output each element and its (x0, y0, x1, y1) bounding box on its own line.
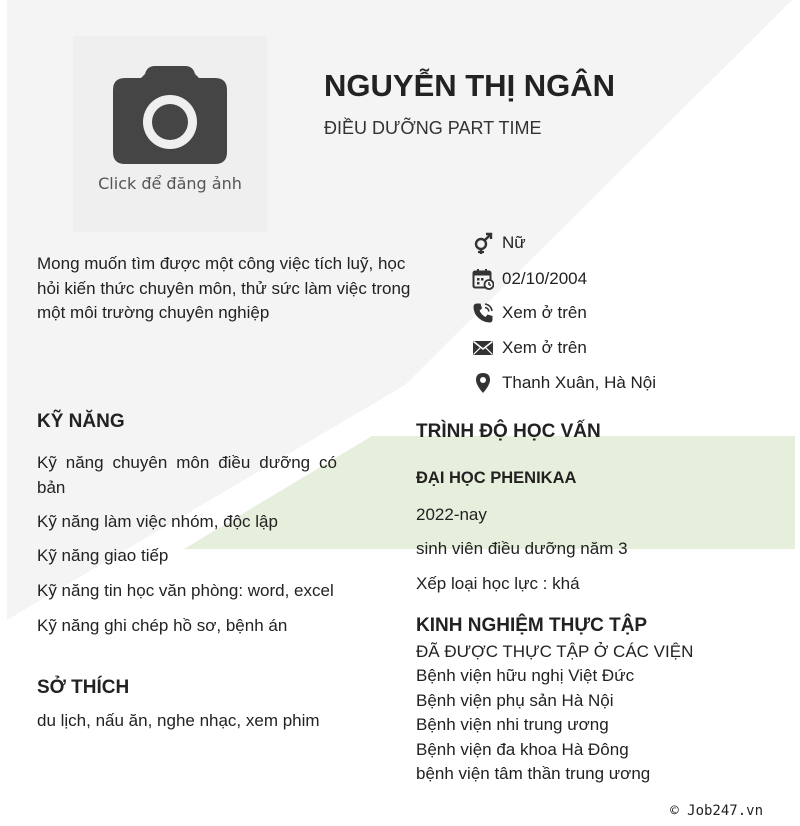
skill-item: Kỹ năng chuyên môn điều dưỡng có bản (37, 453, 337, 497)
skill-item: Kỹ năng làm việc nhóm, độc lập (37, 512, 278, 531)
contact-email (472, 335, 587, 361)
career-objective: Mong muốn tìm được một công việc tích luỹ, học hỏi kiến thức chuyên môn, thử sức làm việc trong một môi trường chuyên nghiệp (37, 254, 411, 322)
internship-item: Bệnh viện nhi trung ương (416, 715, 609, 735)
photo-caption: Click để đăng ảnh (98, 174, 242, 193)
calendar-icon (472, 268, 494, 290)
internship-item: Bệnh viện phụ sản Hà Nội (416, 690, 614, 710)
candidate-name: NGUYỄN THỊ NGÂN (324, 68, 616, 103)
contact-gender (472, 230, 526, 256)
skill-item: Kỹ năng tin học văn phòng: word, excel (37, 581, 334, 600)
hobbies-heading: SỞ THÍCH (37, 677, 130, 698)
gender-value: Nữ (502, 233, 526, 252)
phone-icon (472, 302, 494, 324)
location-pin-icon (472, 372, 494, 394)
hobbies-text: du lịch, nấu ăn, nghe nhạc, xem phim (37, 711, 320, 730)
contact-address (472, 370, 656, 396)
email-icon (472, 337, 494, 359)
footer-copyright: © Job247.vn (670, 803, 763, 819)
skills-heading: KỸ NĂNG (37, 411, 125, 432)
skill-item: Kỹ năng ghi chép hồ sơ, bệnh án (37, 616, 288, 635)
email-value: Xem ở trên (502, 338, 587, 357)
education-period: 2022-nay (416, 505, 487, 524)
education-heading: TRÌNH ĐỘ HỌC VẤN (416, 421, 601, 442)
education-detail: sinh viên điều dưỡng năm 3 (416, 539, 628, 558)
skill-item: Kỹ năng giao tiếp (37, 546, 169, 565)
birthdate-value: 02/10/2004 (502, 269, 588, 288)
contact-phone (472, 300, 587, 326)
internship-list (416, 640, 786, 786)
school-name: ĐẠI HỌC PHENIKAA (416, 469, 577, 487)
job-title: ĐIỀU DƯỠNG PART TIME (324, 118, 542, 138)
contact-birthdate (472, 266, 587, 292)
internship-item: ĐÃ ĐƯỢC THỰC TẬP Ở CÁC VIỆN (416, 642, 694, 661)
internship-item: Bệnh viện hữu nghị Việt Đức (416, 666, 635, 686)
photo-upload-box[interactable] (73, 36, 267, 232)
phone-value: Xem ở trên (502, 303, 587, 322)
internship-item: bệnh viện tâm thần trung ương (416, 764, 651, 784)
education-grade: Xếp loại học lực : khá (416, 574, 580, 593)
gender-icon (472, 232, 494, 254)
camera-icon (111, 64, 229, 166)
address-value: Thanh Xuân, Hà Nội (502, 373, 657, 392)
internship-item: Bệnh viện đa khoa Hà Đông (416, 739, 629, 759)
internship-heading: KINH NGHIỆM THỰC TẬP (416, 615, 648, 636)
